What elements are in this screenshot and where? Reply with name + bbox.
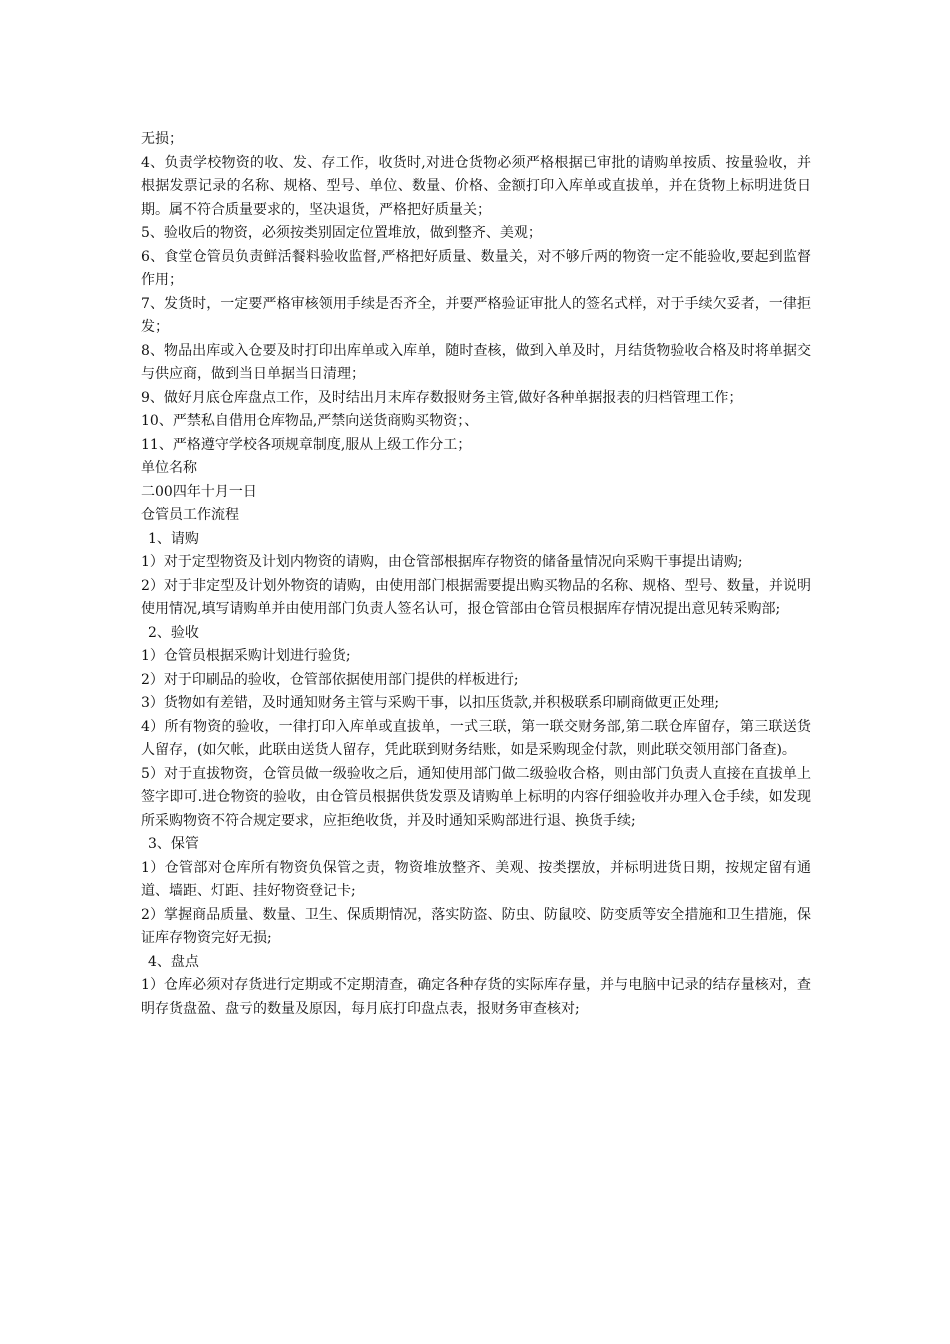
document-date: 二00四年十月一日 [141, 483, 257, 500]
heading-storage: 3、保管 [148, 836, 199, 852]
rule-4: 4、负责学校物资的收、发、存工作，收货时,对进仓货物必须严格根据已审批的请购单按质、按量验收，并根据发票记录的名称、规格、型号、单位、数量、价格、金额打印入库单或直拔单，并在货物上标明进货日期。属不符合质量要求的，坚决退货，严格把好质量关； [141, 154, 811, 218]
list-item: 1）对于定型物资及计划内物资的请购，由仓管部根据库存物资的储备量情况向采购干事提出请购; [141, 554, 743, 570]
rule-11: 11、严格遵守学校各项规章制度,服从上级工作分工； [141, 436, 472, 453]
heading-purchase-request: 1、请购 [148, 530, 199, 547]
rule-9: 9、做好月底仓库盘点工作，及时结出月末库存数报财务主管,做好各种单据报表的归档管理工作； [141, 389, 743, 406]
list-item: 2）掌握商品质量、数量、卫生、保质期情况，落实防盗、防虫、防鼠咬、防变质等安全措施和卫生措施，保证库存物资完好无损; [141, 906, 811, 946]
rule-8: 8、物品出库或入仓要及时打印出库单或入库单，随时查核，做到入单及时，月结货物验收合格及时将单据交与供应商，做到当日单据当日清理； [141, 342, 811, 382]
list-item: 5）对于直拔物资，仓管员做一级验收之后，通知使用部门做二级验收合格，则由部门负责人直接在直拔单上签字即可.进仓物资的验收，由仓管员根据供货发票及请购单上标明的内容仔细验收并办理入仓手续，如发现所采购物资不符合规定要求，应拒绝收货，并及时通知采购部进行退、换货手续; [141, 765, 811, 829]
heading-inspection: 2、验收 [148, 624, 199, 641]
list-item: 1）仓管员根据采购计划进行验货; [141, 648, 351, 664]
heading-inventory: 4、盘点 [148, 953, 199, 970]
document-page [141, 128, 811, 1021]
rule-7: 7、发货时，一定要严格审核领用手续是否齐全，并要严格验证审批人的签名式样，对于手续欠妥者，一律拒发； [141, 295, 811, 335]
section-title: 仓管员工作流程 [141, 507, 239, 523]
organization-name: 单位名称 [141, 460, 197, 476]
text-line: 无损； [141, 131, 183, 147]
rule-5: 5、验收后的物资，必须按类别固定位置堆放，做到整齐、美观； [141, 225, 542, 241]
rule-6: 6、食堂仓管员负责鲜活餐料验收监督,严格把好质量、数量关，对不够斤两的物资一定不能验收,要起到监督作用； [141, 248, 811, 288]
list-item: 2）对于非定型及计划外物资的请购，由使用部门根据需要提出购买物品的名称、规格、型号、数量，并说明使用情况,填写请购单并由使用部门负责人签名认可，报仓管部由仓管员根据库存情况提出意见转采购部; [141, 577, 811, 617]
list-item: 3）货物如有差错，及时通知财务主管与采购干事，以扣压货款,并积极联系印刷商做更正处理; [141, 695, 720, 711]
rule-10: 10、严禁私自借用仓库物品,严禁向送货商购买物资；、 [141, 413, 479, 429]
list-item: 4）所有物资的验收，一律打印入库单或直拔单，一式三联，第一联交财务部,第二联仓库留存，第三联送货人留存，(如欠帐，此联由送货人留存，凭此联到财务结账，如是采购现金付款，则此联交领用部门备查)。 [141, 718, 811, 758]
list-item: 2）对于印刷品的验收，仓管部依据使用部门提供的样板进行; [141, 671, 519, 688]
list-item: 1）仓库必须对存货进行定期或不定期清查，确定各种存货的实际库存量，并与电脑中记录的结存量核对，查明存货盘盈、盘亏的数量及原因，每月底打印盘点表，报财务审查核对; [141, 977, 811, 1017]
list-item: 1）仓管部对仓库所有物资负保管之责，物资堆放整齐、美观、按类摆放，并标明进货日期，按规定留有通道、墙距、灯距、挂好物资登记卡; [141, 859, 811, 899]
